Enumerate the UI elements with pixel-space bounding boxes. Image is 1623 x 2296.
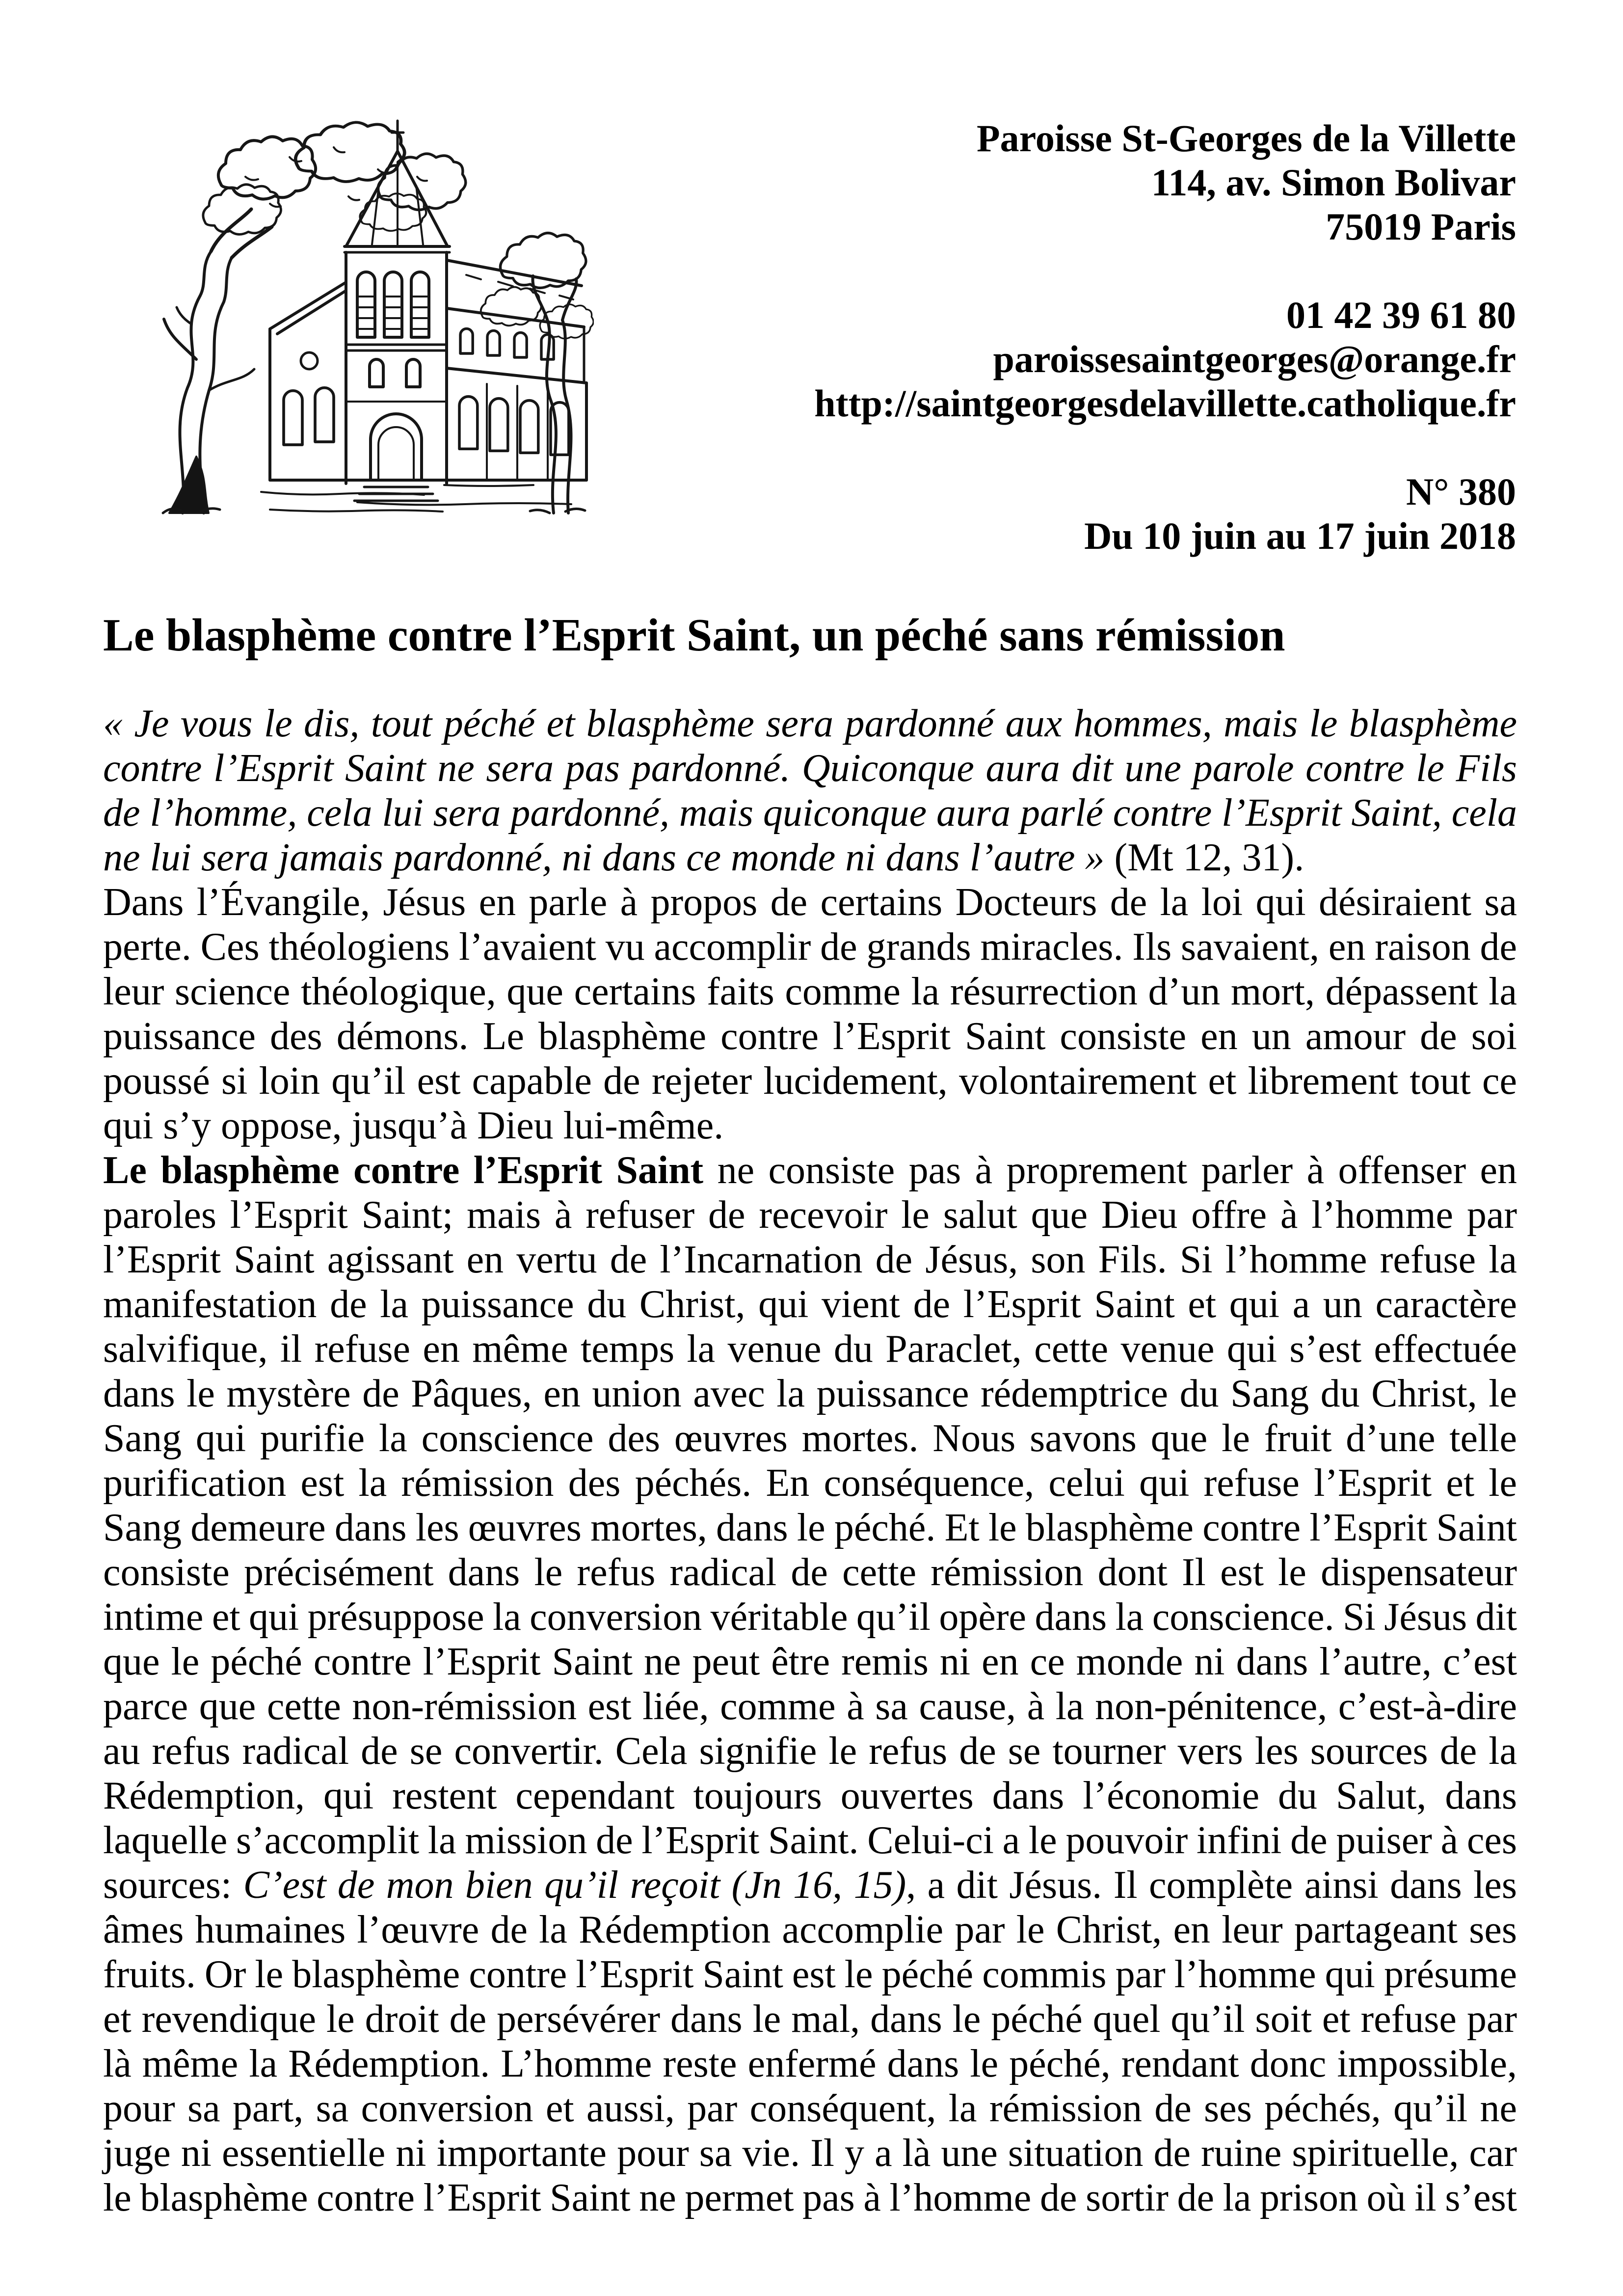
text-run: Sang demeure dans les œuvres mortes, dans le péché. Et le blasphème contre l’Esprit Saint	[103, 1506, 1517, 1549]
text-run: que le péché contre l’Esprit Saint ne peut être remis ni en ce monde ni dans l’autre, c’est	[103, 1640, 1517, 1683]
text-line	[103, 1059, 1517, 1104]
church-drawing-svg	[123, 113, 594, 520]
text-line	[103, 1774, 1517, 1818]
text-line	[103, 1148, 1517, 1193]
letterhead	[564, 116, 1516, 558]
text-run: fruits. Or le blasphème contre l’Esprit Saint est le péché commis par l’homme qui présume	[103, 1953, 1517, 1996]
text-run: (Mt 12, 31).	[1104, 836, 1304, 879]
text-line	[103, 2131, 1517, 2176]
text-run: poussé si loin qu’il est capable de rejeter lucidement, volontairement et librement tout ce	[103, 1059, 1517, 1103]
text-run: perte. Ces théologiens l’avaient vu accomplir de grands miracles. Ils savaient, en raison de	[103, 925, 1517, 969]
text-run: intime et qui présuppose la conversion véritable qu’il opère dans la conscience. Si Jésus dit	[103, 1595, 1517, 1639]
text-run: Dans l’Évangile, Jésus en parle à propos de certains Docteurs de la loi qui désiraient sa	[103, 881, 1517, 924]
text-run: là même la Rédemption. L’homme reste enfermé dans le péché, rendant donc impossible,	[103, 2042, 1517, 2085]
text-run: laquelle s’accomplit la mission de l’Esprit Saint. Celui-ci a le pouvoir infini de puiser à ces	[103, 1819, 1517, 1862]
text-line	[103, 1327, 1517, 1372]
text-run: paroles l’Esprit Saint; mais à refuser de recevoir le salut que Dieu offre à l’homme par	[103, 1193, 1517, 1237]
text-run: contre l’Esprit Saint ne sera pas pardonné. Quiconque aura dit une parole contre le Fils	[103, 747, 1517, 790]
text-run: Sang qui purifie la conscience des œuvres mortes. Nous savons que le fruit d’une telle	[103, 1417, 1517, 1460]
text-run: consiste précisément dans le refus radical de cette rémission dont Il est le dispensateur	[103, 1551, 1517, 1594]
text-run: purification est la rémission des péchés. En conséquence, celui qui refuse l’Esprit et le	[103, 1461, 1517, 1505]
text-line	[103, 970, 1517, 1014]
text-run: au refus radical de se convertir. Cela signifie le refus de se tourner vers les sources de la	[103, 1729, 1517, 1773]
text-line	[103, 1595, 1517, 1640]
text-run: ne consiste pas à proprement parler à offenser en	[703, 1149, 1517, 1192]
text-run: « Je vous le dis, tout péché et blasphème sera pardonné aux hommes, mais le blasphème	[103, 702, 1517, 745]
text-line	[103, 791, 1517, 836]
text-run: manifestation de la puissance du Christ, qui vient de l’Esprit Saint et qui a un caractère	[103, 1283, 1517, 1326]
website-url: http://saintgeorgesdelavillette.catholique.fr	[814, 382, 1516, 425]
church-illustration	[123, 113, 594, 520]
text-run: âmes humaines l’œuvre de la Rédemption accomplie par le Christ, en leur partageant ses	[103, 1908, 1517, 1951]
parish-name: Paroisse St-Georges de la Villette	[977, 117, 1516, 160]
date-range: Du 10 juin au 17 juin 2018	[1084, 514, 1516, 557]
text-line	[103, 1104, 1517, 1148]
text-run: qui s’y oppose, jusqu’à Dieu lui-même.	[103, 1104, 724, 1147]
text-line	[103, 925, 1517, 970]
text-line	[103, 880, 1517, 925]
text-run: Rédemption, qui restent cependant toujours ouvertes dans l’économie du Salut, dans	[103, 1774, 1517, 1817]
text-line	[103, 1952, 1517, 1997]
spacer	[564, 426, 1516, 470]
text-line	[103, 1684, 1517, 1729]
text-line	[103, 1372, 1517, 1416]
spacer	[564, 249, 1516, 293]
text-run: l’Esprit Saint agissant en vertu de l’Incarnation de Jésus, son Fils. Si l’homme refuse la	[103, 1238, 1517, 1281]
text-line	[103, 1416, 1517, 1461]
address-street: 114, av. Simon Bolivar	[1151, 161, 1516, 204]
text-line	[103, 836, 1517, 880]
text-run: sources:	[103, 1864, 243, 1907]
phone-number: 01 42 39 61 80	[1286, 294, 1516, 336]
article-body	[103, 702, 1517, 2220]
article-title: Le blasphème contre l’Esprit Saint, un péché sans rémission	[103, 610, 1285, 661]
text-line	[103, 1506, 1517, 1550]
text-run: leur science théologique, que certains faits comme la résurrection d’un mort, dépassent la	[103, 970, 1517, 1013]
issue-number: N° 380	[1406, 470, 1516, 513]
text-line	[103, 2042, 1517, 2086]
text-line	[103, 1818, 1517, 1863]
text-run: de l’homme, cela lui sera pardonné, mais quiconque aura parlé contre l’Esprit Saint, cela	[103, 791, 1517, 835]
text-line	[103, 1908, 1517, 1952]
text-line	[103, 2176, 1517, 2220]
text-line	[103, 1863, 1517, 1908]
text-run: le blasphème contre l’Esprit Saint ne permet pas à l’homme de sortir de la prison où il s’est	[103, 2176, 1517, 2219]
text-run: ne lui sera jamais pardonné, ni dans ce monde ni dans l’autre »	[103, 836, 1105, 879]
text-line	[103, 1238, 1517, 1282]
text-run: juge ni essentielle ni importante pour sa vie. Il y a là une situation de ruine spirituelle, car	[103, 2132, 1517, 2175]
text-run: pour sa part, sa conversion et aussi, par conséquent, la rémission de ses péchés, qu’il ne	[103, 2087, 1517, 2130]
text-run: parce que cette non-rémission est liée, comme à sa cause, à la non-pénitence, c’est-à-dire	[103, 1685, 1517, 1728]
text-line	[103, 1640, 1517, 1684]
text-run: et revendique le droit de persévérer dans le mal, dans le péché quel qu’il soit et refuse par	[103, 1998, 1517, 2041]
text-run: C’est de mon bien qu’il reçoit (Jn 16, 15)	[243, 1864, 906, 1907]
text-run: salvifique, il refuse en même temps la venue du Paraclet, cette venue qui s’est effectuée	[103, 1327, 1517, 1371]
text-line	[103, 1014, 1517, 1059]
text-line	[103, 1729, 1517, 1774]
text-line	[103, 1193, 1517, 1238]
text-line	[103, 746, 1517, 791]
address-city: 75019 Paris	[1326, 205, 1516, 248]
text-run: puissance des démons. Le blasphème contre l’Esprit Saint consiste en un amour de soi	[103, 1015, 1517, 1058]
text-line	[103, 1461, 1517, 1506]
text-line	[103, 702, 1517, 746]
text-line	[103, 1282, 1517, 1327]
email-address: paroissesaintgeorges@orange.fr	[993, 338, 1516, 380]
text-line	[103, 1997, 1517, 2042]
text-run: , a dit Jésus. Il complète ainsi dans les	[906, 1864, 1517, 1907]
text-line	[103, 2086, 1517, 2131]
text-line	[103, 1550, 1517, 1595]
text-run: Le blasphème contre l’Esprit Saint	[103, 1149, 704, 1192]
text-run: dans le mystère de Pâques, en union avec la puissance rédemptrice du Sang du Christ, le	[103, 1372, 1517, 1415]
